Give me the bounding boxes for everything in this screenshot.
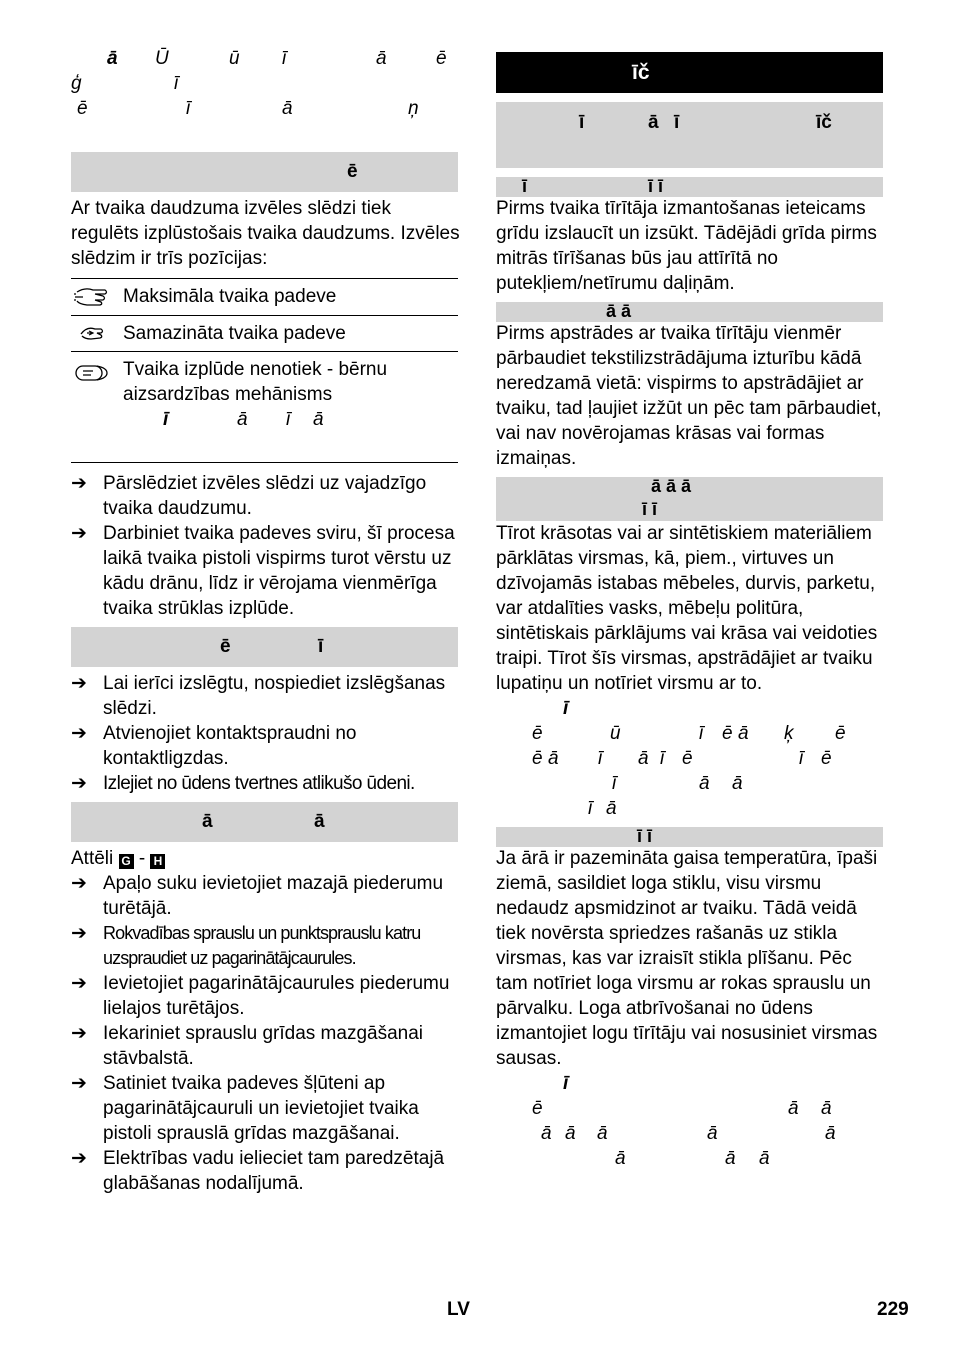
note-fragment: ā: [699, 773, 710, 794]
fragment: ī: [174, 73, 179, 94]
painted-subheader: [496, 477, 883, 521]
note-fragment: ā: [548, 748, 559, 769]
fragment: ē: [436, 48, 447, 69]
painted-text: Tīrot krāsotas vai ar sintētiskiem materiāliem pārklātas virsmas, kā, piem., virtuves un dzīvojamās istabas mēbeles, durvis, parketu, var atdalīties vasks, mēbeļu politūra, sintētiskais pārklājums vai krāsa vai veidoties traipi. Tīrot šīs virsmas, apstrādājiet ar tvaiku lupatiņu un notīriet virsmu ar to.: [496, 523, 878, 694]
note-fragment: ā: [825, 1123, 836, 1144]
note-fragment: ī: [660, 748, 665, 769]
figures-label: Attēli: [71, 848, 114, 869]
subheader-fragment: ā ā: [606, 301, 632, 321]
fragment: ē: [77, 98, 88, 119]
note-fragment: ē: [722, 723, 733, 744]
fragment: ī: [282, 48, 287, 69]
steam-amount-section-header: [71, 152, 458, 192]
section-title: ī: [318, 636, 324, 657]
figure-badge: H: [150, 854, 165, 869]
section-title: ā: [314, 811, 325, 832]
child-lock-icon: [73, 360, 111, 386]
note-fragment: ī: [612, 773, 617, 794]
note-fragment: ā: [759, 1148, 770, 1169]
arrow-right-icon: ➔: [71, 1023, 87, 1044]
position-label: Samazināta tvaika padeve: [123, 323, 346, 344]
step-text: Rokvadības sprauslu un punktsprauslu katru uzspraudiet uz pagarinātājcaurules.: [103, 923, 421, 968]
arrow-right-icon: ➔: [71, 1073, 87, 1094]
figure-badge: G: [119, 854, 134, 869]
figures-reference: [71, 846, 165, 871]
floor-subheader: [496, 177, 883, 197]
note-fragment: ē: [835, 723, 846, 744]
subheader-fragment: ī ī: [637, 826, 653, 846]
step-text: Darbiniet tvaika padeves sviru, šī procesa laikā tvaika pistoli vispirms turot vērstu uz kādu drānu, līdz ir vērojama vienmērīga tvaika strūklas izplūde.: [103, 523, 455, 619]
storage-section-header: [71, 802, 458, 842]
note-fragment: ā: [821, 1098, 832, 1119]
arrow-right-icon: ➔: [71, 473, 87, 494]
fragment: ā: [376, 48, 387, 69]
glass-text: Ja ārā ir pazemināta gaisa temperatūra, īpaši ziemā, sasildiet loga stiklu, visu virsmu nedaudz apsmidzinot ar tvaiku. Tādā veidā tiek novērsta spriedzes rašanās uz stikla virsmas, kas var izraisīt stikla plīšanu. Pēc tam notīriet loga virsmu ar rokas sprauslu un pārvalku. Loga atbrīvošanai no ūdens izmantojiet logu tīrītāju vai nosusiniet virsmas sausas.: [496, 848, 878, 1069]
section-title: ē: [347, 161, 358, 182]
fragment: ū: [229, 48, 240, 69]
note-fragment: ī: [799, 748, 804, 769]
subheader-fragment: ā ā ā: [651, 476, 692, 496]
steam-amount-description: Ar tvaika daudzuma izvēles slēdzi tiek regulēts izplūstošais tvaika daudzums. Izvēles slēdzim ir trīs pozīcijas:: [71, 198, 460, 269]
arrow-right-icon: ➔: [71, 773, 87, 794]
title-bar: [496, 52, 883, 93]
note-fragment: ē: [821, 748, 832, 769]
note-fragment: ī: [598, 748, 603, 769]
note-fragment: ā: [788, 1098, 799, 1119]
textile-text: Pirms apstrādes ar tvaika tīrītāju vienmēr pārbaudiet tekstilizstrādājuma izturību kādā neredzamā vietā: vispirms to apstrādājiet ar tvaiku, tad ļaujiet izžūt un pēc tam pārbaudiet, vai nav novērojamas krāsas vai formas izmaiņas.: [496, 323, 882, 469]
figure-range-dash: -: [138, 848, 146, 869]
subheader-fragment: ī: [674, 112, 680, 133]
step-text: Satiniet tvaika padeves šļūteni ap pagarinātājcauruli un ievietojiet tvaika pistoli sprauslā grīdas mazgāšanai.: [103, 1073, 419, 1144]
subheader-fragment: ā: [648, 112, 659, 133]
arrow-right-icon: ➔: [71, 523, 87, 544]
subheader-fragment: ī: [579, 112, 585, 133]
note-fragment: ā: [597, 1123, 608, 1144]
switch-off-section-header: [71, 627, 458, 667]
arrow-right-icon: ➔: [71, 923, 87, 944]
section-title: ē: [220, 636, 231, 657]
note-fragment: ā: [638, 748, 649, 769]
fragment: ī: [186, 98, 191, 119]
table-divider: [71, 278, 458, 279]
subheader-fragment: ī: [522, 176, 528, 196]
reduced-steam-icon: [73, 321, 111, 347]
floor-text: Pirms tvaika tīrītāja izmantošanas ieteicams grīdu izslaucīt un izsūkt. Tādējādi grīda pirms mitrās tīrīšanas būs jau attīrītā no putekļiem/netīrumu daļiņām.: [496, 198, 877, 294]
arrow-right-icon: ➔: [71, 873, 87, 894]
note-fragment: ī: [163, 409, 169, 430]
fragment: ģ: [71, 73, 82, 94]
note-fragment: ē: [682, 748, 693, 769]
arrow-right-icon: ➔: [71, 1148, 87, 1169]
page-number: 229: [877, 1299, 909, 1320]
arrow-right-icon: ➔: [71, 673, 87, 694]
table-divider: [71, 462, 458, 463]
note-fragment: ā: [707, 1123, 718, 1144]
table-divider: [71, 351, 458, 352]
step-text: Atvienojiet kontaktspraudni no kontaktligzdas.: [103, 723, 357, 769]
position-label: Maksimāla tvaika padeve: [123, 286, 337, 307]
note-fragment: ā: [565, 1123, 576, 1144]
page-title: īč: [632, 61, 650, 84]
note-fragment: ā: [725, 1148, 736, 1169]
step-text: Apaļo suku ievietojiet mazajā piederumu turētājā.: [103, 873, 444, 919]
note-fragment: ā: [606, 798, 617, 819]
step-text: Iekariniet sprauslu grīdas mazgāšanai stāvbalstā.: [103, 1023, 424, 1069]
position-label: Tvaika izplūde nenotiek - bērnu aizsardzības mehānisms: [123, 359, 388, 405]
step-text: Izlejiet no ūdens tvertnes atlikušo ūdeni.: [103, 773, 415, 794]
note-fragment: ū: [610, 723, 621, 744]
note-fragment: ā: [615, 1148, 626, 1169]
table-divider: [71, 315, 458, 316]
language-code: LV: [447, 1299, 470, 1320]
step-text: Elektrības vadu ielieciet tam paredzētajā glabāšanas nodalījumā.: [103, 1148, 445, 1194]
arrow-right-icon: ➔: [71, 973, 87, 994]
note-fragment: ī: [588, 798, 593, 819]
note-fragment: ā: [313, 409, 324, 430]
note-fragment: ī: [563, 698, 569, 719]
glass-subheader: [496, 827, 883, 847]
note-fragment: ī: [563, 1073, 569, 1094]
note-fragment: ā: [541, 1123, 552, 1144]
fragment: ņ: [408, 98, 419, 119]
note-fragment: ā: [237, 409, 248, 430]
note-fragment: ē: [532, 1098, 543, 1119]
step-text: Lai ierīci izslēgtu, nospiediet izslēgšanas slēdzi.: [103, 673, 446, 719]
note-fragment: ā: [732, 773, 743, 794]
note-fragment: ē: [532, 748, 543, 769]
textile-subheader: [496, 302, 883, 322]
note-fragment: ī: [286, 409, 291, 430]
note-fragment: ķ: [784, 723, 794, 744]
subheader-fragment: ī ī: [648, 176, 664, 196]
fragment: ā: [107, 48, 118, 69]
section-title: ā: [202, 811, 213, 832]
subheader-fragment: ī ī: [642, 499, 658, 519]
fragment: Ū: [155, 48, 169, 69]
fragment: ā: [282, 98, 293, 119]
note-fragment: ē: [532, 723, 543, 744]
note-fragment: ā: [738, 723, 749, 744]
arrow-right-icon: ➔: [71, 723, 87, 744]
subheader-fragment: īč: [816, 112, 832, 133]
step-text: Ievietojiet pagarinātājcaurules piederumu lielajos turētājos.: [103, 973, 450, 1019]
max-steam-icon: [73, 284, 111, 310]
step-text: Pārslēdziet izvēles slēdzi uz vajadzīgo tvaika daudzumu.: [103, 473, 427, 519]
subheader-block: [496, 102, 883, 168]
note-fragment: ī: [699, 723, 704, 744]
